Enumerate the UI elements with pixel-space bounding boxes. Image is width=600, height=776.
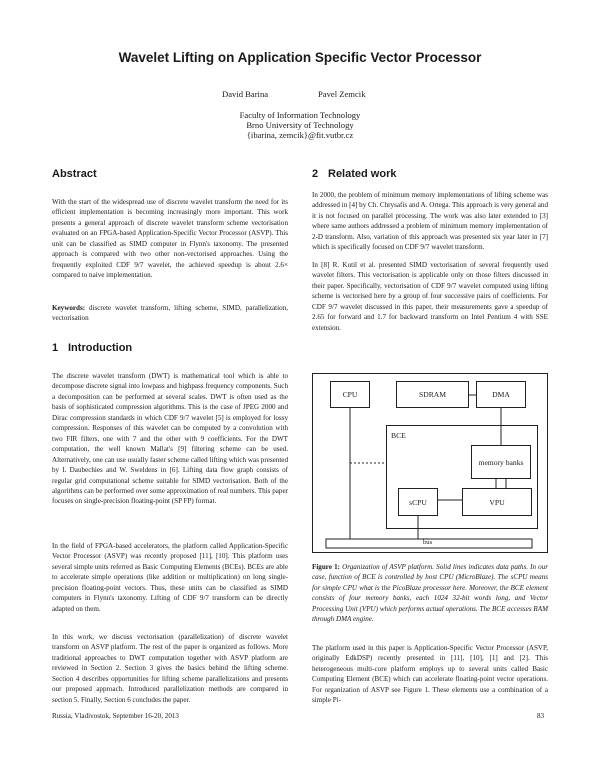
page-number: 83 [537,712,545,720]
section-title: Related work [328,168,397,180]
related-paragraph: In [8] R. Kutil et al. presented SIMD vectorisation of several frequently used wavelet filters. This vectorisation is applicable only on those filters discussed in their paper. Specifically, vectorisation of CDF 9/7 wavelet computed using lifting scheme is vectorised here by a group of four successive pairs of coefficients. For CDF 9/7 wavelet discussed in this paper, their measurements gave a speedup of 2.65 for forward and 1.7 for backward transform on Intel Pentium 4 with SSE extension. [312,261,548,332]
figure-asvp-diagram [312,373,548,553]
author-name: Pavel Zemcik [318,89,366,99]
keywords-text: discrete wavelet transform, lifting scheme, SIMD, parallelization, vectorisation [52,304,288,323]
keywords [52,303,288,324]
abstract-text: With the start of the widespread use of discrete wavelet transform the need for its efficient implementation is becoming increasingly more important. This work presents a general approach of discrete wavelet transform scheme vectorisation evaluated on an FPGA-based Application-Specific Vector Processor (ASVP). This unit can be classified as SIMD computer in Flynn's taxonomy. The presented approach is compared with two other non-vectorised approaches. Using the frequently exploited CDF 9/7 wavelet, the achieved speedup is about 2.6× compared to naive implementation. [52,198,288,280]
author-email: {ibarina, zemcik}@fit.vutbr.cz [246,130,354,140]
intro-paragraph: In this work, we discuss vectorisation (parallelization) of discrete wavelet transform on ASVP platform. The rest of the paper is organized as follows. More traditional approaches to DWT computation together with ASVP platform are reviewed in Section 2. Section 3 gives the basics behind the lifting scheme. Section 4 describes opportunities for lifting scheme parallelizations and presents our proposed approach. Introduced parallelization methods are compared in section 5. Finally, Section 6 concludes the paper. [52,633,288,704]
introduction-heading [52,342,288,354]
scpu-block: sCPU [398,488,438,516]
paper-title: Wavelet Lifting on Application Specific Vector Processor [118,50,482,65]
figure-caption [312,562,548,625]
memory-banks-block: memory banks [471,445,531,479]
affiliation-line: Brno University of Technology [246,120,354,130]
intro-paragraph: In the field of FPGA-based accelerators, the platform called Application-Specific Vector Processor (ASVP) was recently proposed [11], [10]. This platform uses several simple units referred as Basic Computing Elements (BCEs). BCEs are able to accelerate simple operations (like addition or multiplication) on long single-precision floating-point vectors. Thus, these units can be classified as SIMD computers in Flynn's taxonomy. Lifting of CDF 9/7 transform can be directly adapted on them. [52,542,288,613]
figure-caption-label: Figure 1: [312,563,340,571]
sdram-block: SDRAM [396,381,469,408]
section-number: 1 [52,342,59,354]
related-paragraph: In 2000, the problem of minimum memory implementations of lifting scheme was addressed in [4] by Ch. Chrysafis and A. Ortega. This approach is very general and it is not focused on parallel processing. The work was also later extended to [3] where same authors addressed a problem of minimum memory implementation of 2-D transform. Also, variation of this approach was presented six year later in [7] which is specifically focused on CDF 9/7 wavelet transform. [312,191,548,252]
bus-label: bus [423,539,433,546]
dma-block: DMA [476,381,526,408]
section-number: 2 [312,168,319,180]
author-name: David Barina [222,89,269,99]
footer-venue: Russia, Vladivostok, September 16-20, 2013 [52,712,179,720]
section-title: Introduction [68,342,133,354]
abstract-heading: Abstract [52,168,97,180]
figure-caption-text: Organization of ASVP platform. Solid lines indicates data paths. In our case, function of BCE is controlled by host CPU (MicroBlaze). The sCPU means for simple CPU what is the PicoBlaze processor here. Moreover, the BCE element consists of four memory banks, each 1024 32-bit words long, and Vector Processing Unit (VPU) which performs actual operations. The BCE accesses RAM through DMA engine. [312,563,548,624]
affiliation-line: Faculty of Information Technology [239,110,361,120]
intro-paragraph: The discrete wavelet transform (DWT) is mathematical tool which is able to decompose discrete signal into lowpass and highpass frequency components. Such a decomposition can be performed at several scales. DWT is often used as the basis of sophisticated compression algorithms. This is the case of JPEG 2000 and Dirac compression standards in which CDF 9/7 wavelet [5] is employed for lossy compression. Responses of this wavelet can be computed by a convolution with two FIR filters, one with 7 and the other with 9 coefficients. For the DWT computation, the well known Mallat's [9] filtering scheme can be used. Alternatively, one can use usually faster scheme called lifting which was presented by I. Daubechies and W. Sweldens in [6]. Lifting data flow graph consists of regular grid computational scheme suitable for SIMD vectorisation. Both of the algorithms can be performed over some approximation of real numbers. This paper focuses on single-precision floating-point (SP FP) format. [52,372,288,506]
keywords-label: Keywords: [52,304,86,312]
related-work-heading [312,168,548,180]
cpu-block: CPU [330,381,370,408]
bce-label: BCE [391,431,406,440]
related-paragraph: The platform used in this paper is Application-Specific Vector Processor (ASVP, originally EdkDSP) recently presented in [11], [10], [1] and [2]. This heterogeneous multi-core platform employs up to several units called Basic Computing Element (BCE) which can accelerate floating-point vector operations. For organization of ASVP see Figure 1. These elements use a combination of a simple Pi- [312,644,548,705]
vpu-block: VPU [462,488,532,516]
